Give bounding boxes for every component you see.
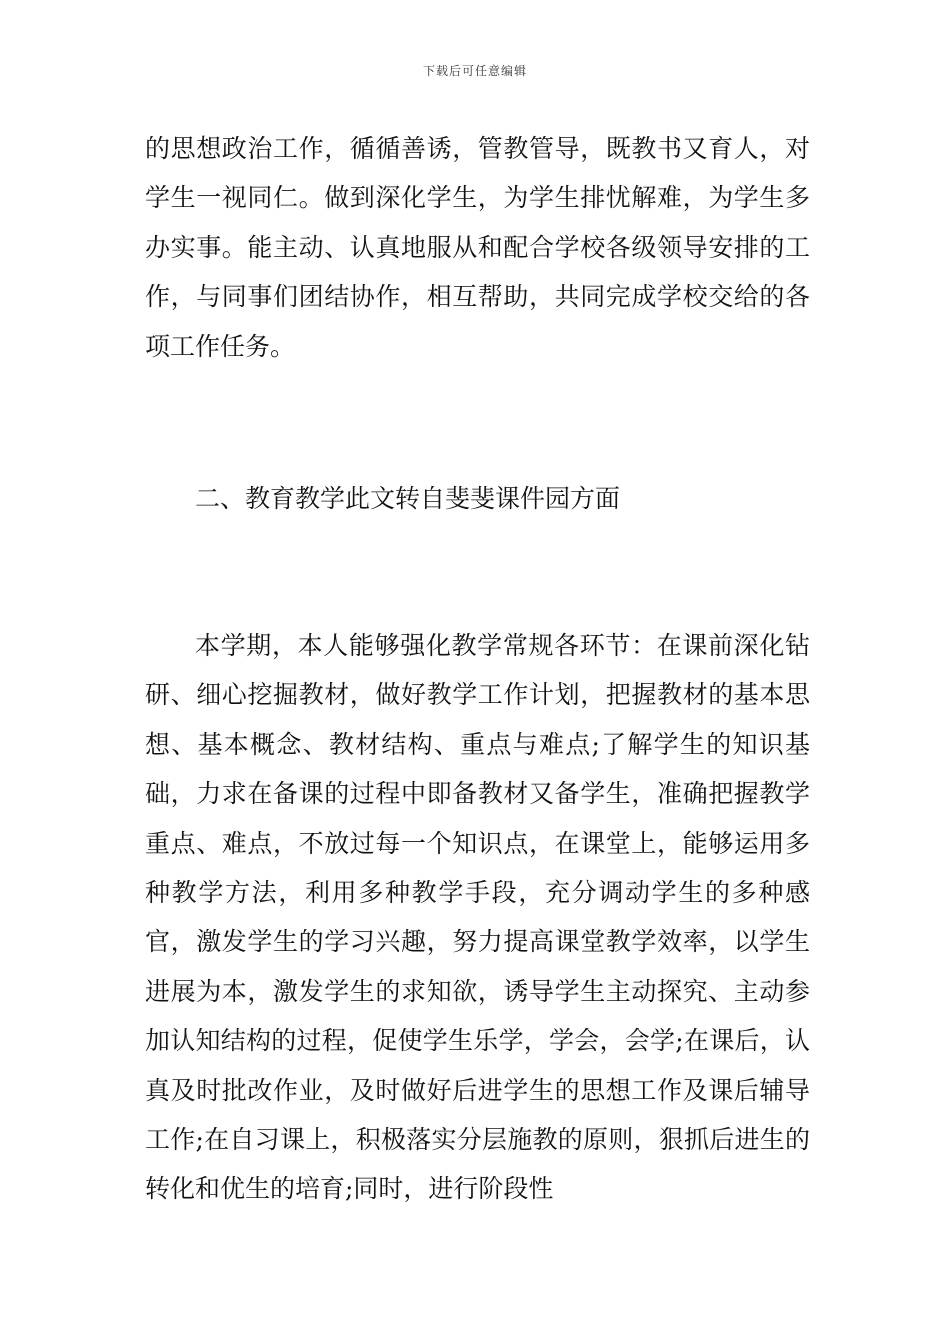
- paragraph-continued: 的思想政治工作，循循善诱，管教管导，既教书又育人，对学生一视同仁。做到深化学生，为学生排忧解难，为学生多办实事。能主动、认真地服从和配合学校各级领导安排的工作，与同事们团结协作，相互帮助，共同完成学校交给的各项工作任务。: [145, 134, 810, 361]
- paragraph-teaching: 本学期，本人能够强化教学常规各环节：在课前深化钻研、细心挖掘教材，做好教学工作计划，把握教材的基本思想、基本概念、教材结构、重点与难点;了解学生的知识基础，力求在备课的过程中即备教材又备学生，准确把握教学重点、难点，不放过每一个知识点，在课堂上，能够运用多种教学方法，利用多种教学手段，充分调动学生的多种感官，激发学生的学习兴趣，努力提高课堂教学效率，以学生进展为本，激发学生的求知欲，诱导学生主动探究、主动参加认知结构的过程，促使学生乐学，学会，会学;在课后，认真及时批改作业，及时做好后进学生的思想工作及课后辅导工作;在自习课上，积极落实分层施教的原则，狠抓后进生的转化和优生的培育;同时，进行阶段性: [145, 631, 810, 1204]
- page-header-note: 下载后可任意编辑: [422, 64, 527, 78]
- section-heading: 二、教育教学此文转自斐斐课件园方面: [195, 484, 621, 513]
